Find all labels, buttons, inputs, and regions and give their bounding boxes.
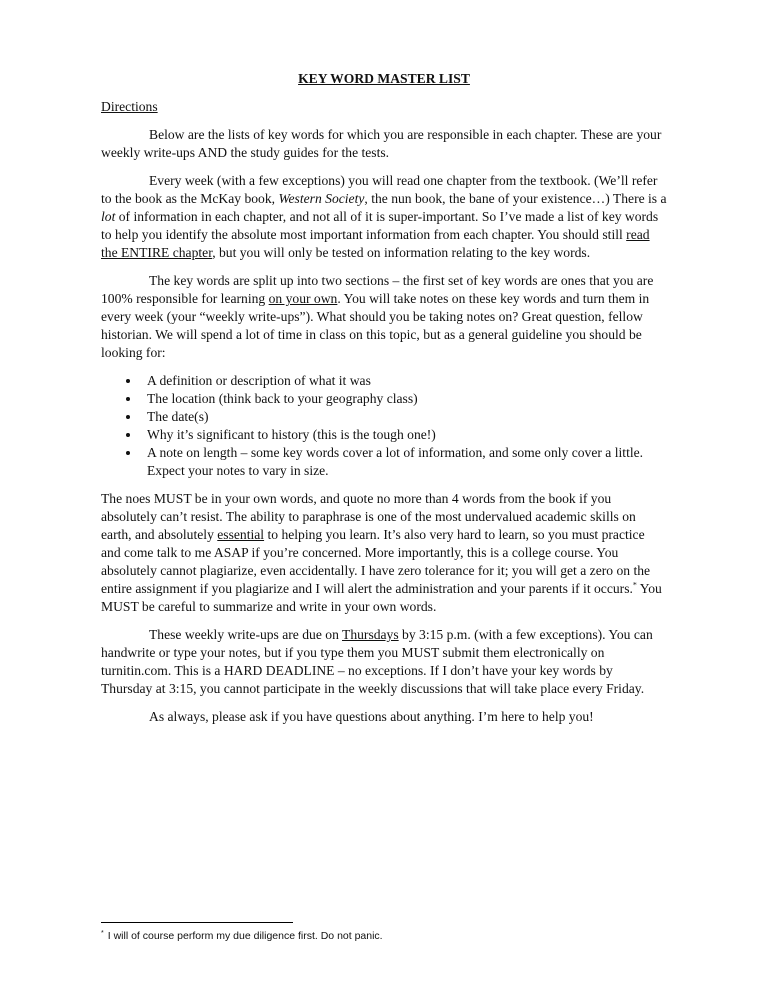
text-run: , the nun book, the bane of your existence…) There is a bbox=[364, 191, 667, 206]
list-item: • The location (think back to your geography class) bbox=[141, 390, 667, 408]
text-run: These weekly write-ups are due on bbox=[149, 627, 343, 642]
footnote-mark: * bbox=[101, 929, 104, 937]
emphasis-underline: on your own bbox=[268, 291, 338, 306]
footnote-divider bbox=[101, 922, 293, 923]
document-page bbox=[101, 70, 667, 736]
text-run: The key words are split up into two sections – the first set of key words are ones that you are 100% responsible for learning bbox=[101, 273, 654, 306]
footnote-text: I will of course perform my due diligence first. Do not panic. bbox=[107, 930, 383, 942]
text-run: , but you will only be tested on information relating to the key words. bbox=[212, 245, 591, 260]
emphasis-underline: read the ENTIRE chapter bbox=[101, 227, 650, 260]
document-title: KEY WORD MASTER LIST bbox=[298, 71, 470, 86]
text-run: . You will take notes on these key words and turn them in every week (your “weekly write-ups”). What should you be taking notes on? Great question, fellow historian. We will spend a lot of time in class on this topic, but as a general guideline you should be looking for: bbox=[101, 291, 650, 360]
directions-heading: Directions bbox=[101, 99, 158, 114]
footnote-reference: * bbox=[632, 580, 637, 590]
paragraph-weekly-reading bbox=[101, 172, 667, 262]
paragraph-own-words bbox=[101, 490, 667, 616]
paragraph-intro: Below are the lists of key words for which you are responsible in each chapter. These are your weekly write-ups AND the study guides for the tests. bbox=[101, 127, 662, 160]
list-item: • A note on length – some key words cover a lot of information, and some only cover a little. Expect your notes to vary in size. bbox=[141, 444, 667, 480]
emphasis-italic: lot bbox=[101, 209, 116, 224]
emphasis-underline: essential bbox=[217, 527, 265, 542]
footnote bbox=[101, 929, 667, 943]
emphasis-underline: Thursdays bbox=[342, 627, 399, 642]
list-item: • A definition or description of what it was bbox=[141, 372, 667, 390]
text-run: The noes MUST be in your own words, and quote no more than 4 words from the book if you absolutely can’t resist. The ability to paraphrase is one of the most undervalued academic skills on earth, and absolutely bbox=[101, 491, 636, 542]
list-item: • Why it’s significant to history (this is the tough one!) bbox=[141, 426, 667, 444]
text-run: of information in each chapter, and not all of it is super-important. So I’ve made a list of key words to help you identify the absolute most important information from each chapter. You should still bbox=[101, 209, 659, 242]
text-run: to helping you learn. It’s also very hard to learn, so you must practice and come talk to me ASAP if you’re concerned. More importantly, this is a college course. You absolutely cannot plagiarize, even accidentally. I have zero tolerance for it; you will get a zero on the entire assignment if you plagiarize and I will alert the administration and your parents if it occurs. bbox=[101, 527, 651, 596]
paragraph-key-words-sections bbox=[101, 272, 667, 362]
paragraph-due-dates bbox=[101, 626, 667, 698]
text-run: You MUST be careful to summarize and write in your own words. bbox=[101, 581, 662, 614]
text-run: Every week (with a few exceptions) you will read one chapter from the textbook. (We’ll refer to the book as the McKay book, bbox=[101, 173, 658, 206]
book-title-italic: Western Society bbox=[278, 191, 365, 206]
guideline-list bbox=[101, 372, 667, 480]
paragraph-closing: As always, please ask if you have questions about anything. I’m here to help you! bbox=[149, 709, 594, 724]
list-item: • The date(s) bbox=[141, 408, 667, 426]
text-run: by 3:15 p.m. (with a few exceptions). You can handwrite or type your notes, but if you type them you MUST submit them electronically on turnitin.com. This is a HARD DEADLINE – no exceptions. If I don’t have your key words by Thursday at 3:15, you cannot participate in the weekly discussions that will take place every Friday. bbox=[101, 627, 653, 696]
